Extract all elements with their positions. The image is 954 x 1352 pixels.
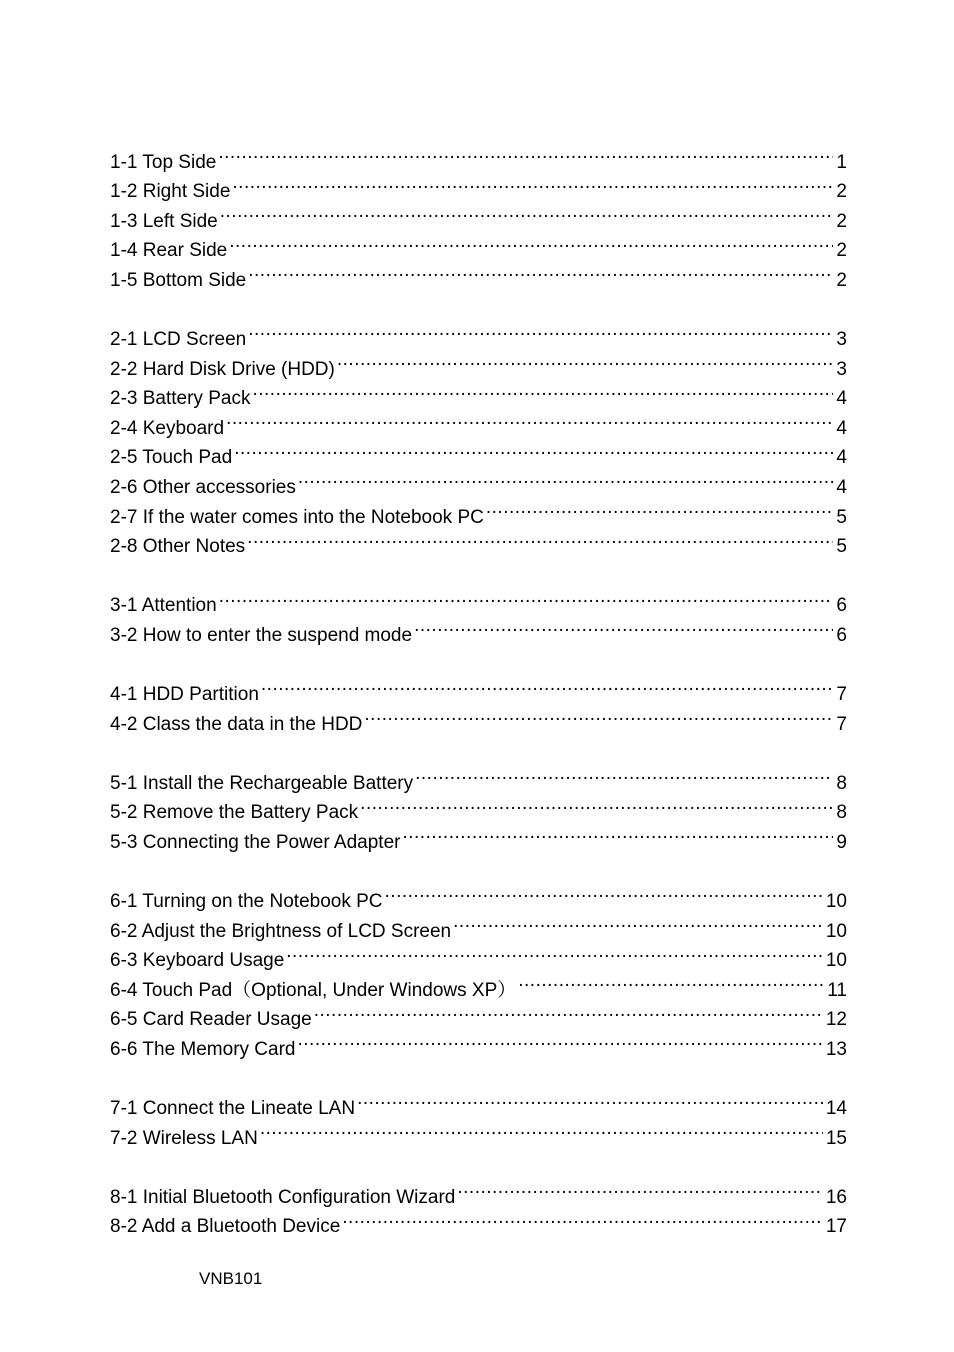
dot-leader (360, 789, 833, 819)
dot-leader (261, 670, 834, 700)
dot-leader (457, 1173, 823, 1203)
toc-entry-label: 7-2 Wireless LAN (110, 1127, 258, 1149)
toc-entry-label: 8-2 Add a Bluetooth Device (110, 1216, 341, 1238)
toc-entry-label: 1-5 Bottom Side (110, 269, 247, 291)
toc-entry-page-number: 2 (836, 181, 847, 203)
dot-leader (364, 700, 833, 730)
toc-entry-label: 2-5 Touch Pad (110, 447, 233, 469)
toc-section (110, 1084, 847, 1149)
toc-entry (110, 315, 847, 351)
toc-entry-page-number: 3 (836, 358, 847, 380)
toc-entry-page-number: 10 (825, 950, 847, 972)
toc-entry-label: 3-1 Attention (110, 595, 217, 617)
toc-entry-page-number: 16 (825, 1186, 847, 1208)
toc-section (110, 138, 847, 291)
dot-leader (286, 937, 823, 967)
toc-entry-label: 8-1 Initial Bluetooth Configuration Wizard (110, 1186, 456, 1208)
toc-entry-label: 4-2 Class the data in the HDD (110, 713, 363, 735)
toc-entry-page-number: 6 (836, 595, 847, 617)
toc-entry-label: 1-2 Right Side (110, 181, 231, 203)
dot-leader (248, 315, 833, 345)
dot-leader (415, 759, 833, 789)
dot-leader (357, 1084, 823, 1114)
toc-entry-page-number: 13 (825, 1038, 847, 1060)
toc-entry-label: 6-2 Adjust the Brightness of LCD Screen (110, 920, 452, 942)
toc-entry-label: 4-1 HDD Partition (110, 684, 259, 705)
toc-section (110, 877, 847, 1060)
toc-entry-page-number: 6 (836, 624, 847, 646)
toc-entry-page-number: 10 (825, 920, 847, 942)
toc-entry (110, 759, 847, 794)
toc-section (110, 582, 847, 646)
dot-leader (260, 1114, 823, 1144)
toc-entry-page-number: 9 (836, 831, 847, 853)
dot-leader (232, 168, 833, 198)
toc-entry-label: 5-1 Install the Rechargeable Battery (110, 772, 414, 794)
dot-leader (486, 493, 834, 523)
toc-entry (110, 611, 847, 646)
toc-entry-page-number: 15 (825, 1127, 847, 1149)
dot-leader (234, 434, 833, 464)
toc-entry-label: 2-7 If the water comes into the Notebook PC (110, 506, 484, 528)
toc-entry-label: 2-8 Other Notes (110, 536, 246, 558)
dot-leader (252, 375, 833, 405)
toc-entry (110, 197, 847, 232)
toc-entry-page-number: 1 (836, 151, 847, 173)
dot-leader (229, 227, 833, 257)
dot-leader (337, 345, 834, 375)
dot-leader (220, 197, 834, 227)
dot-leader (414, 611, 833, 641)
toc-entry-label: 7-1 Connect the Lineate LAN (110, 1098, 356, 1120)
dot-leader (218, 138, 833, 168)
toc-entry-label: 3-2 How to enter the suspend mode (110, 624, 413, 646)
toc-section (110, 1173, 847, 1238)
toc-entry-page-number: 14 (825, 1098, 847, 1120)
toc-entry-label: 1-4 Rear Side (110, 240, 228, 262)
toc-entry (110, 168, 847, 203)
toc-entry-page-number: 10 (825, 890, 847, 912)
toc-entry-page-number: 4 (836, 417, 847, 439)
toc-entry (110, 877, 847, 912)
dot-leader (247, 523, 833, 553)
toc-entry-page-number: 3 (836, 329, 847, 351)
toc-entry-page-number: 2 (836, 240, 847, 262)
dot-leader (219, 582, 834, 612)
toc-entry-label: 6-5 Card Reader Usage (110, 1009, 312, 1031)
dot-leader (518, 966, 824, 996)
toc-entry-page-number: 5 (836, 536, 847, 558)
toc-entry-label: 6-6 The Memory Card (110, 1038, 296, 1060)
dot-leader (453, 907, 823, 937)
toc-entry-label: 1-3 Left Side (110, 210, 218, 232)
toc-entry-page-number: 4 (836, 477, 847, 499)
toc-entry-page-number: 2 (836, 269, 847, 291)
dot-leader (385, 877, 823, 907)
toc-entry-label: 2-2 Hard Disk Drive (HDD) (110, 358, 335, 380)
toc-entry-page-number: 4 (836, 388, 847, 410)
dot-leader (298, 463, 834, 493)
toc-entry-page-number: 7 (836, 684, 847, 705)
dot-leader (248, 256, 833, 286)
dot-leader (298, 1025, 823, 1055)
toc-entry-label: 6-4 Touch Pad（Optional, Under Windows XP） (110, 979, 517, 1001)
toc-entry-label: 1-1 Top Side (110, 151, 217, 173)
toc-entry-page-number: 2 (836, 210, 847, 232)
toc-entry-label: 2-4 Keyboard (110, 417, 225, 439)
toc-entry-page-number: 11 (827, 979, 847, 1001)
toc-entry (110, 1084, 847, 1120)
toc-entry-page-number: 8 (836, 802, 847, 824)
toc-entry-label: 2-6 Other accessories (110, 477, 296, 499)
toc-entry (110, 1173, 847, 1208)
toc-entry-page-number: 7 (836, 713, 847, 735)
toc-entry-label: 6-3 Keyboard Usage (110, 950, 285, 972)
toc-entry-label: 2-3 Battery Pack (110, 388, 251, 410)
dot-leader (226, 404, 833, 434)
toc-entry-page-number: 4 (836, 447, 847, 469)
toc-entry-label: 2-1 LCD Screen (110, 329, 247, 351)
toc-section (110, 759, 847, 853)
toc-entry (110, 670, 847, 705)
table-of-contents (110, 138, 847, 1262)
dot-leader (314, 996, 823, 1026)
toc-entry-page-number: 12 (825, 1009, 847, 1031)
toc-entry (110, 138, 847, 173)
toc-section (110, 315, 847, 558)
dot-leader (342, 1203, 823, 1233)
toc-entry (110, 582, 847, 617)
toc-section (110, 670, 847, 735)
toc-entry-label: 6-1 Turning on the Notebook PC (110, 890, 383, 912)
toc-entry-page-number: 5 (836, 506, 847, 528)
toc-entry-page-number: 17 (825, 1216, 847, 1238)
dot-leader (402, 818, 833, 848)
toc-entry-label: 5-3 Connecting the Power Adapter (110, 831, 401, 853)
toc-entry (110, 227, 847, 262)
toc-entry-label: 5-2 Remove the Battery Pack (110, 802, 359, 824)
footer-model: VNB101 (199, 1269, 263, 1288)
toc-entry-page-number: 8 (836, 772, 847, 794)
